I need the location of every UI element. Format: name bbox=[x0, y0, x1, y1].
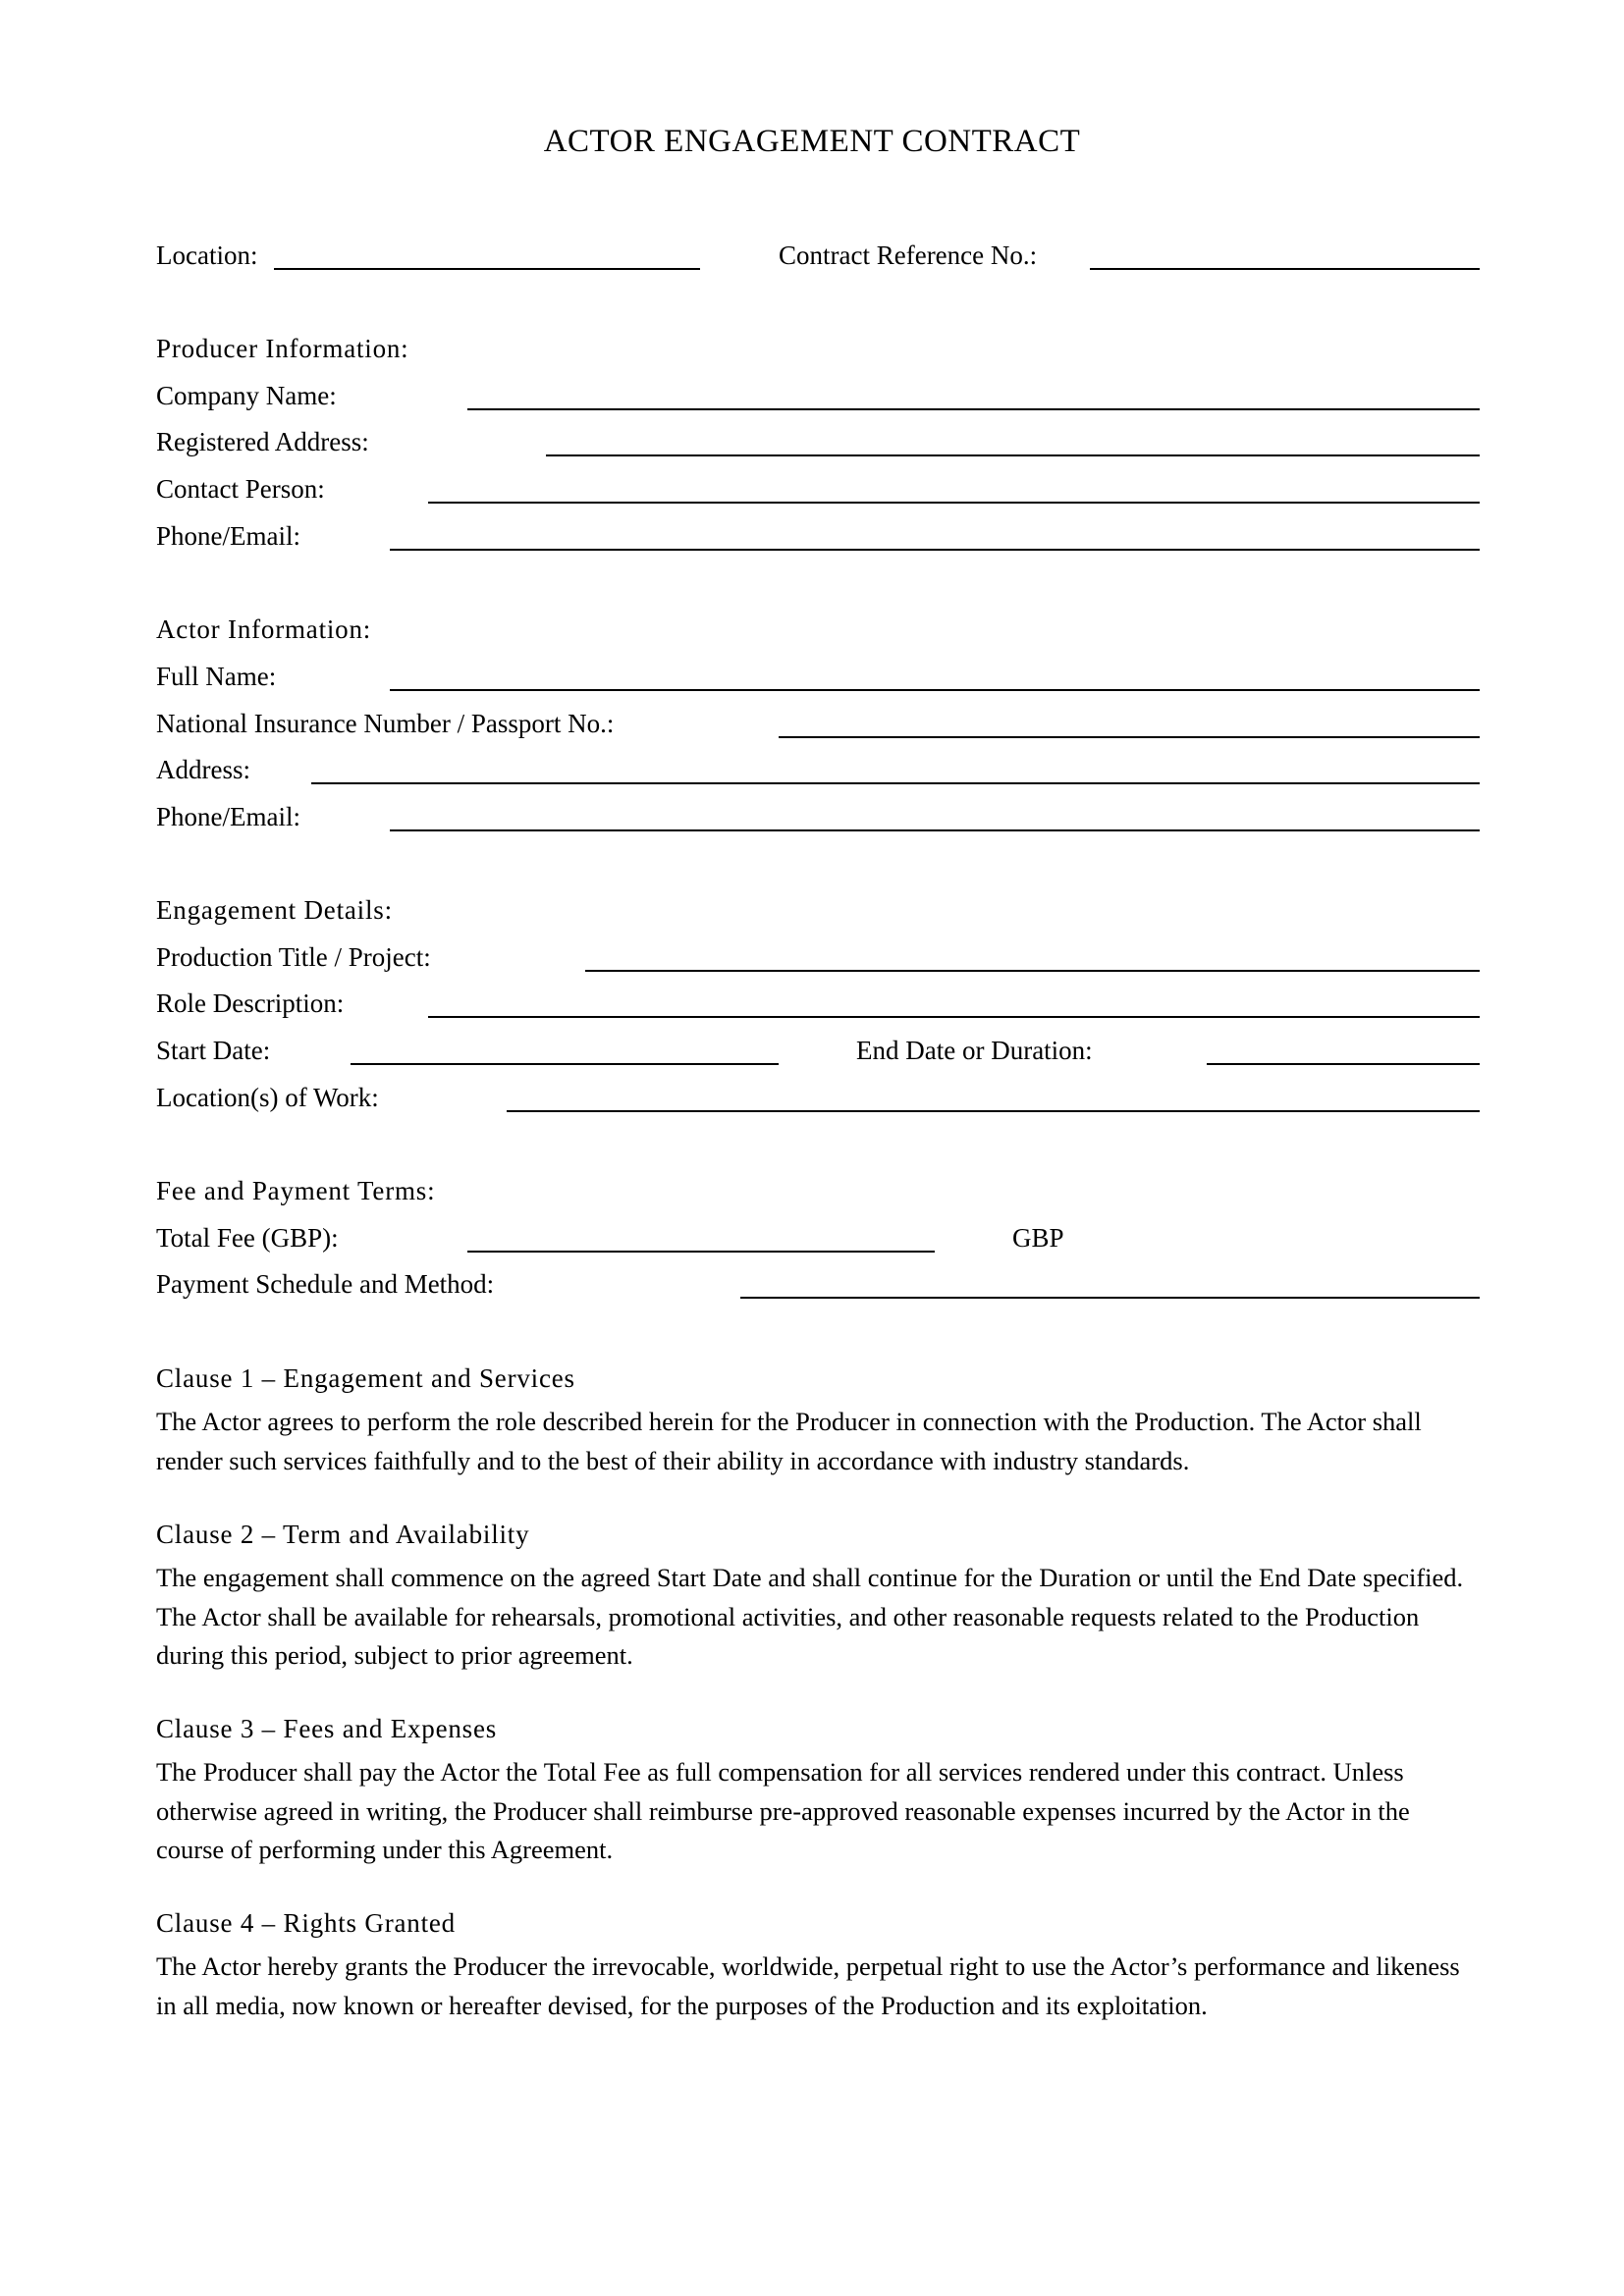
producer-heading: Producer Information: bbox=[156, 334, 409, 363]
work-locations-label: Location(s) of Work: bbox=[156, 1083, 379, 1112]
fee-currency: GBP bbox=[1012, 1223, 1064, 1253]
clause-4-text: The Actor hereby grants the Producer the irrevocable, worldwide, perpetual right to use the Actor’s performance and likeness in all media, now known or hereafter devised, for the purposes of the Production and its exploitation. bbox=[156, 1951, 1460, 2020]
clause-2-text: The engagement shall commence on the agreed Start Date and shall continue for the Duration or until the End Date specified. The Actor shall be available for rehearsals, promotional activities, and other reasonable requests related to the Production during this period, subject to prior agreement. bbox=[156, 1563, 1464, 1670]
total-fee-field[interactable] bbox=[467, 1251, 935, 1253]
start-date-label: Start Date: bbox=[156, 1036, 271, 1065]
registered-address-label: Registered Address: bbox=[156, 427, 369, 456]
clause-4-heading: Clause 4 – Rights Granted bbox=[156, 1908, 456, 1938]
payment-schedule-field[interactable] bbox=[740, 1297, 1480, 1299]
payment-schedule-label: Payment Schedule and Method: bbox=[156, 1269, 495, 1299]
actor-heading: Actor Information: bbox=[156, 614, 372, 644]
clause-3-heading: Clause 3 – Fees and Expenses bbox=[156, 1714, 498, 1743]
clause-2-heading: Clause 2 – Term and Availability bbox=[156, 1520, 530, 1549]
producer-phone-email-field[interactable] bbox=[390, 549, 1480, 551]
ni-passport-label: National Insurance Number / Passport No.: bbox=[156, 709, 615, 738]
company-name-label: Company Name: bbox=[156, 381, 337, 410]
full-name-field[interactable] bbox=[390, 689, 1480, 691]
end-date-field[interactable] bbox=[1207, 1063, 1480, 1065]
engagement-heading: Engagement Details: bbox=[156, 895, 393, 925]
actor-phone-email-label: Phone/Email: bbox=[156, 802, 300, 831]
producer-phone-email-label: Phone/Email: bbox=[156, 521, 300, 551]
start-date-field[interactable] bbox=[351, 1063, 779, 1065]
actor-address-field[interactable] bbox=[311, 782, 1480, 784]
role-description-label: Role Description: bbox=[156, 988, 345, 1018]
fee-heading: Fee and Payment Terms: bbox=[156, 1176, 436, 1205]
end-date-label: End Date or Duration: bbox=[856, 1036, 1093, 1065]
clause-3-text: The Producer shall pay the Actor the Total Fee as full compensation for all services rendered under this contract. Unless otherwise agreed in writing, the Producer shall reimburse pre-approved reasonable expenses incurred by the Actor in the course of performing under this Agreement. bbox=[156, 1757, 1410, 1864]
role-description-field[interactable] bbox=[428, 1016, 1480, 1018]
contact-person-field[interactable] bbox=[428, 502, 1480, 504]
work-locations-field[interactable] bbox=[507, 1110, 1480, 1112]
location-field[interactable] bbox=[274, 268, 700, 270]
production-title-field[interactable] bbox=[585, 970, 1480, 972]
production-title-label: Production Title / Project: bbox=[156, 942, 431, 972]
full-name-label: Full Name: bbox=[156, 662, 277, 691]
ni-passport-field[interactable] bbox=[779, 736, 1480, 738]
clause-1-text: The Actor agrees to perform the role described herein for the Producer in connection with the Production. The Actor shall render such services faithfully and to the best of their ability in accordance with industry standards. bbox=[156, 1407, 1422, 1475]
actor-address-label: Address: bbox=[156, 755, 250, 784]
registered-address-field[interactable] bbox=[546, 454, 1480, 456]
document-title: ACTOR ENGAGEMENT CONTRACT bbox=[543, 124, 1081, 159]
location-label: Location: bbox=[156, 240, 258, 270]
actor-phone-email-field[interactable] bbox=[390, 829, 1480, 831]
clause-1-heading: Clause 1 – Engagement and Services bbox=[156, 1363, 575, 1393]
company-name-field[interactable] bbox=[467, 408, 1480, 410]
contact-person-label: Contact Person: bbox=[156, 474, 325, 504]
contract-reference-field[interactable] bbox=[1090, 268, 1480, 270]
contract-reference-label: Contract Reference No.: bbox=[779, 240, 1038, 270]
total-fee-label: Total Fee (GBP): bbox=[156, 1223, 339, 1253]
